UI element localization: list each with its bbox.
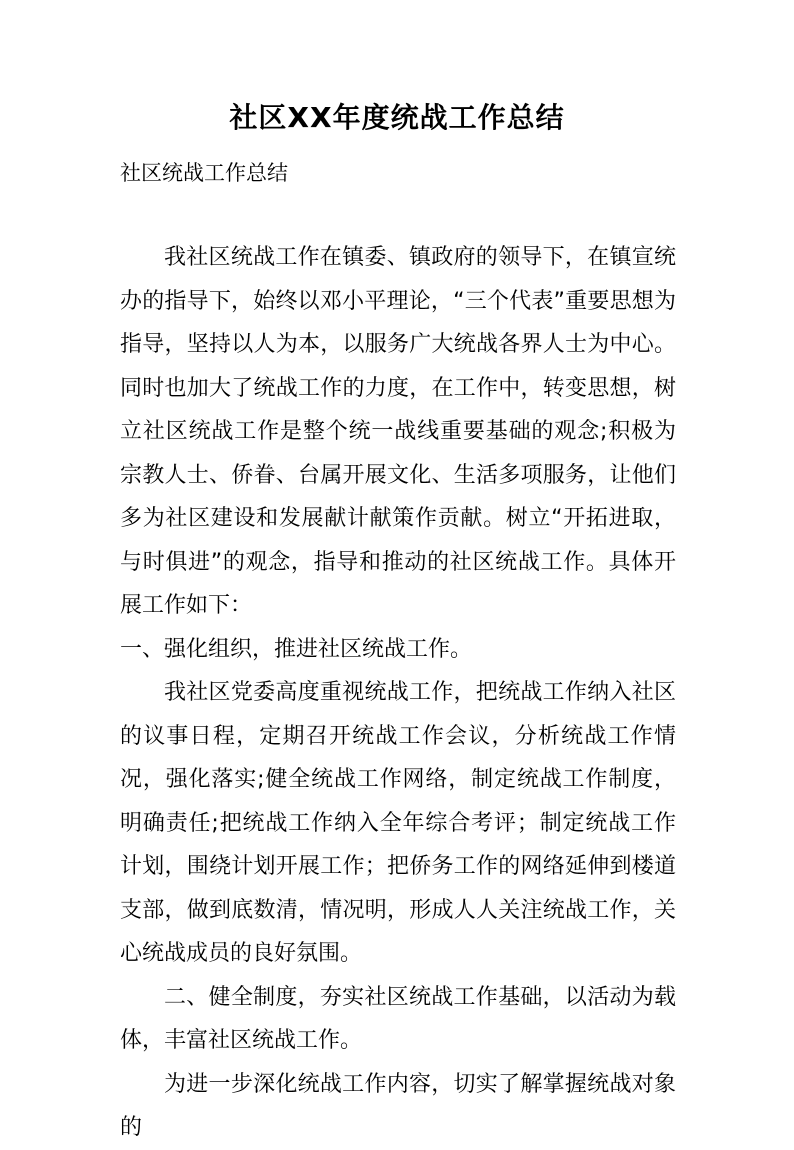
document-body [120,236,676,1150]
paragraph-section-1: 我社区党委高度重视统战工作，把统战工作纳入社区的议事日程，定期召开统战工作会议，分析统战工作情况，强化落实;健全统战工作网络，制定统战工作制度，明确责任;把统战工作纳入全年综合考评；制定统战工作计划，围绕计划开展工作；把侨务工作的网络延伸到楼道支部，做到底数清，情况明，形成人人关注统战工作，关心统战成员的良好氛围。 [120,680,676,966]
paragraph-intro: 我社区统战工作在镇委、镇政府的领导下，在镇宣统办的指导下，始终以邓小平理论，“三个代表”重要思想为指导，坚持以人为本，以服务广大统战各界人士为中心。同时也加大了统战工作的力度，在工作中，转变思想，树立社区统战工作是整个统一战线重要基础的观念;积极为宗教人士、侨眷、台属开展文化、生活多项服务，让他们多为社区建设和发展献计献策作贡献。树立“开拓进取，与时俱进”的观念，指导和推动的社区统战工作。具体开展工作如下： [120,245,676,618]
document-subtitle: 社区统战工作总结 [120,161,288,185]
section-heading-1: 一、强化组织，推进社区统战工作。 [120,636,473,662]
section-heading-2: 二、健全制度，夯实社区统战工作基础，以活动为载体，丰富社区统战工作。 [120,984,676,1053]
document-title: 社区XX年度统战工作总结 [229,101,565,134]
paragraph-section-2: 为进一步深化统战工作内容，切实了解掌握统战对象的 [120,1071,676,1140]
